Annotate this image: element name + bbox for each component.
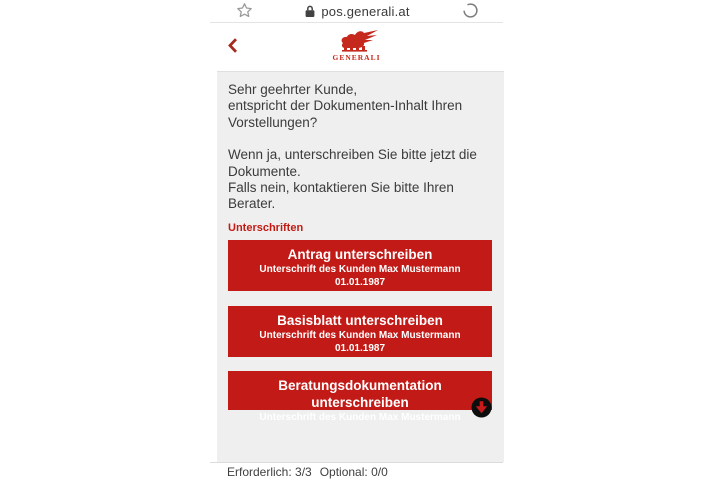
app-header [210, 23, 503, 71]
sign-button-antrag[interactable] [228, 240, 492, 291]
required-count: Erforderlich: 3/3 [227, 464, 312, 479]
url-text: pos.generali.at [321, 3, 410, 19]
instruction-line: Wenn ja, unterschreiben Sie bitte jetzt die [228, 147, 477, 163]
optional-count: Optional: 0/0 [319, 464, 388, 479]
sign-button-beratungsdokumentation[interactable] [228, 371, 492, 424]
greeting-line: Vorstellungen? [228, 114, 318, 130]
instruction-line: Dokumente. [228, 163, 301, 179]
reload-icon[interactable] [462, 2, 479, 19]
sign-button-title: Antrag unterschreiben [287, 246, 433, 262]
signatures-section-label: Unterschriften [228, 221, 304, 234]
sign-button-date: 01.01.1987 [334, 343, 386, 355]
greeting-paragraph [228, 82, 493, 131]
scroll-down-icon[interactable] [471, 397, 492, 418]
content-panel [217, 71, 504, 462]
url-display[interactable] [210, 0, 504, 22]
sign-button-subtitle: Unterschrift des Kunden Max Mustermann [259, 330, 461, 342]
generali-lion-icon [334, 29, 378, 53]
footer-status-bar [210, 462, 503, 480]
sign-button-title: Beratungsdokumentation unterschreiben [278, 377, 442, 410]
sign-button-subtitle: Unterschrift des Kunden Max Mustermann [259, 264, 461, 276]
sign-button-subtitle: Unterschrift des Kunden Max Mustermann [259, 412, 461, 424]
generali-logo-text: GENERALI [332, 53, 381, 62]
sign-button-date: 01.01.1987 [334, 277, 386, 289]
generali-logo [332, 29, 380, 62]
instruction-line: Falls nein, kontaktieren Sie bitte Ihren Berater. [228, 180, 454, 212]
lock-icon [304, 5, 316, 18]
greeting-line: Sehr geehrter Kunde, [228, 82, 358, 97]
greeting-line: entspricht der Dokumenten-Inhalt Ihren [228, 98, 463, 114]
sign-button-title: Basisblatt unterschreiben [277, 312, 443, 328]
sign-button-basisblatt[interactable] [228, 306, 492, 357]
browser-address-bar [210, 0, 504, 22]
back-button[interactable] [226, 37, 240, 54]
instructions-paragraph [228, 147, 493, 213]
